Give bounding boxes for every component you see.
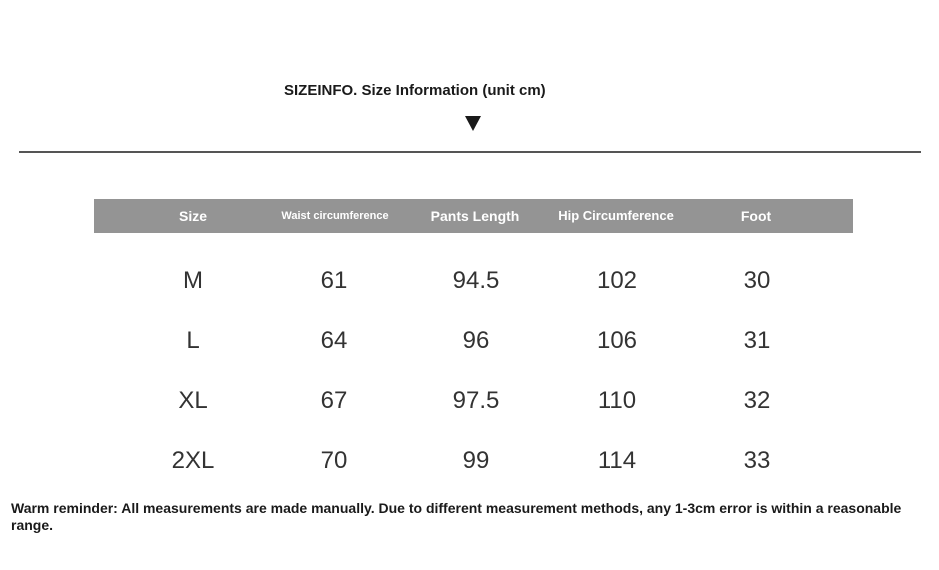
cell-pants-length: 96 — [462, 327, 490, 354]
cell-foot: 32 — [743, 387, 771, 414]
cell-pants-length: 94.5 — [452, 267, 500, 294]
cell-waist: 67 — [320, 387, 348, 414]
cell-size: L — [186, 327, 200, 354]
down-arrow-icon — [465, 116, 481, 131]
cell-hip: 110 — [597, 387, 637, 414]
cell-waist: 64 — [320, 327, 348, 354]
cell-foot: 31 — [743, 327, 771, 354]
cell-pants-length: 99 — [462, 447, 490, 474]
header-waist: Waist circumference — [281, 210, 389, 222]
table-row — [0, 446, 939, 476]
header-hip: Hip Circumference — [558, 208, 674, 223]
measurement-note: Warm reminder: All measurements are made manually. Due to different measurement methods, any 1-3cm error is within a reasonable range. — [11, 500, 902, 533]
cell-size: M — [183, 267, 203, 294]
cell-hip: 106 — [596, 327, 638, 354]
cell-pants-length: 97.5 — [452, 387, 500, 414]
header-pants-length: Pants Length — [430, 208, 520, 224]
header-foot: Foot — [740, 208, 772, 224]
cell-size: XL — [178, 387, 208, 414]
cell-hip: 102 — [596, 267, 638, 294]
table-row — [0, 266, 939, 296]
cell-foot: 30 — [743, 267, 771, 294]
size-table-header — [94, 199, 853, 233]
table-row — [0, 386, 939, 416]
cell-foot: 33 — [743, 447, 771, 474]
cell-waist: 70 — [320, 447, 348, 474]
cell-size: 2XL — [171, 447, 215, 474]
size-info-title: SIZEINFO. Size Information (unit cm) — [284, 82, 546, 99]
divider-line — [19, 151, 921, 153]
cell-hip: 114 — [597, 447, 637, 474]
cell-waist: 61 — [320, 267, 348, 294]
header-size: Size — [178, 208, 208, 224]
table-row — [0, 326, 939, 356]
